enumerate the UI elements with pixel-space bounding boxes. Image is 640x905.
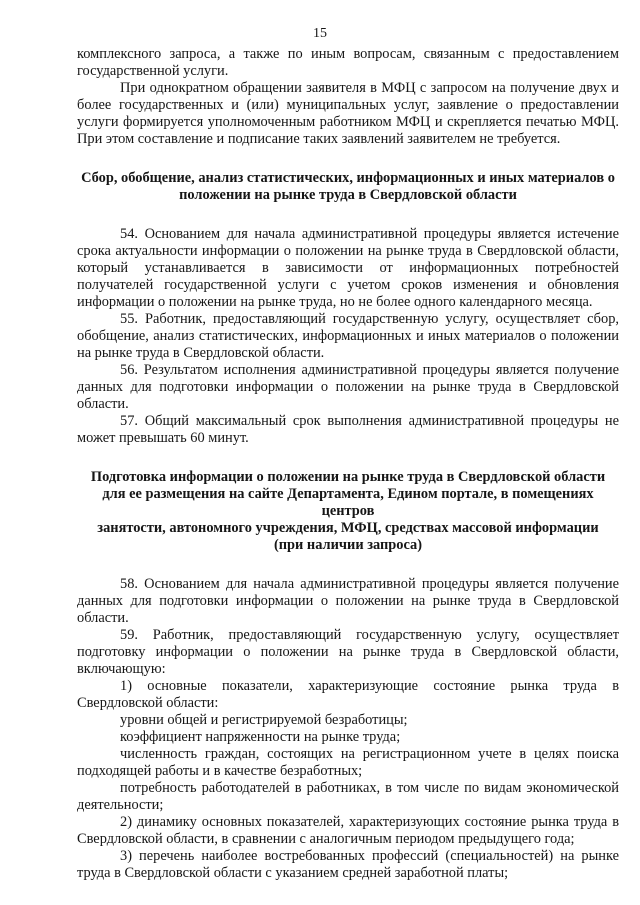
paragraph-54: 54. Основанием для начала административной процедуры является истечение срока актуальности информации о положении на рынке труда в Свердловской области, который устанавливается в зависимости от информационных потребностей получателей государственной услуги с учетом сроков изменения и обновления информации о положении на рынке труда, но не более одного календарного месяца. bbox=[77, 226, 619, 310]
paragraph-56: 56. Результатом исполнения административной процедуры является получение данных для подготовки информации о положении на рынке труда в Свердловской области. bbox=[77, 362, 619, 412]
paragraph-55: 55. Работник, предоставляющий государственную услугу, осуществляет сбор, обобщение, анализ статистических, информационных и иных материалов о положении на рынке труда в Свердловской области. bbox=[77, 311, 619, 361]
section-heading-collection: Сбор, обобщение, анализ статистических, информационных и иных материалов о положении на рынке труда в Свердловской области bbox=[81, 170, 615, 203]
section-heading-preparation bbox=[77, 469, 619, 554]
list-subitem: потребность работодателей в работниках, в том числе по видам экономической деятельности; bbox=[77, 780, 619, 813]
paragraph-59: 59. Работник, предоставляющий государственную услугу, осуществляет подготовку информации о положении на рынке труда в Свердловской области, включающую: bbox=[77, 627, 619, 677]
list-subitem: уровни общей и регистрируемой безработицы; bbox=[120, 712, 408, 728]
heading-line: Подготовка информации о положении на рынке труда в Свердловской области bbox=[90, 469, 606, 485]
list-item-2: 2) динамику основных показателей, характеризующих состояние рынка труда в Свердловской области, в сравнении с аналогичным периодом предыдущего года; bbox=[77, 814, 619, 847]
paragraph-57: 57. Общий максимальный срок выполнения административной процедуры не может превышать 60 минут. bbox=[77, 413, 619, 446]
list-item-3: 3) перечень наиболее востребованных профессий (специальностей) на рынке труда в Свердловской области с указанием средней заработной платы; bbox=[77, 848, 619, 881]
heading-line: для ее размещения на сайте Департамента, Едином портале, в помещениях центров bbox=[102, 486, 594, 519]
paragraph-mfc: При однократном обращении заявителя в МФЦ с запросом на получение двух и более государственных и (или) муниципальных услуг, заявление о предоставлении услуги формируется уполномоченным работником МФЦ и скрепляется печатью МФЦ. При этом составление и подписание таких заявлений заявителем не требуется. bbox=[77, 80, 619, 147]
paragraph-58: 58. Основанием для начала административной процедуры является получение данных для подготовки информации о положении на рынке труда в Свердловской области. bbox=[77, 576, 619, 626]
page-number: 15 bbox=[313, 26, 327, 41]
list-subitem: численность граждан, состоящих на регистрационном учете в целях поиска подходящей работы и в качестве безработных; bbox=[77, 746, 619, 779]
heading-line: (при наличии запроса) bbox=[273, 537, 423, 553]
heading-line: занятости, автономного учреждения, МФЦ, средствах массовой информации bbox=[97, 520, 599, 536]
list-item-1: 1) основные показатели, характеризующие состояние рынка труда в Свердловской области: bbox=[77, 678, 619, 711]
paragraph-intro-continuation: комплексного запроса, а также по иным вопросам, связанным с предоставлением государственной услуги. bbox=[77, 46, 619, 79]
list-subitem: коэффициент напряженности на рынке труда; bbox=[120, 729, 401, 745]
page-content bbox=[77, 46, 619, 882]
